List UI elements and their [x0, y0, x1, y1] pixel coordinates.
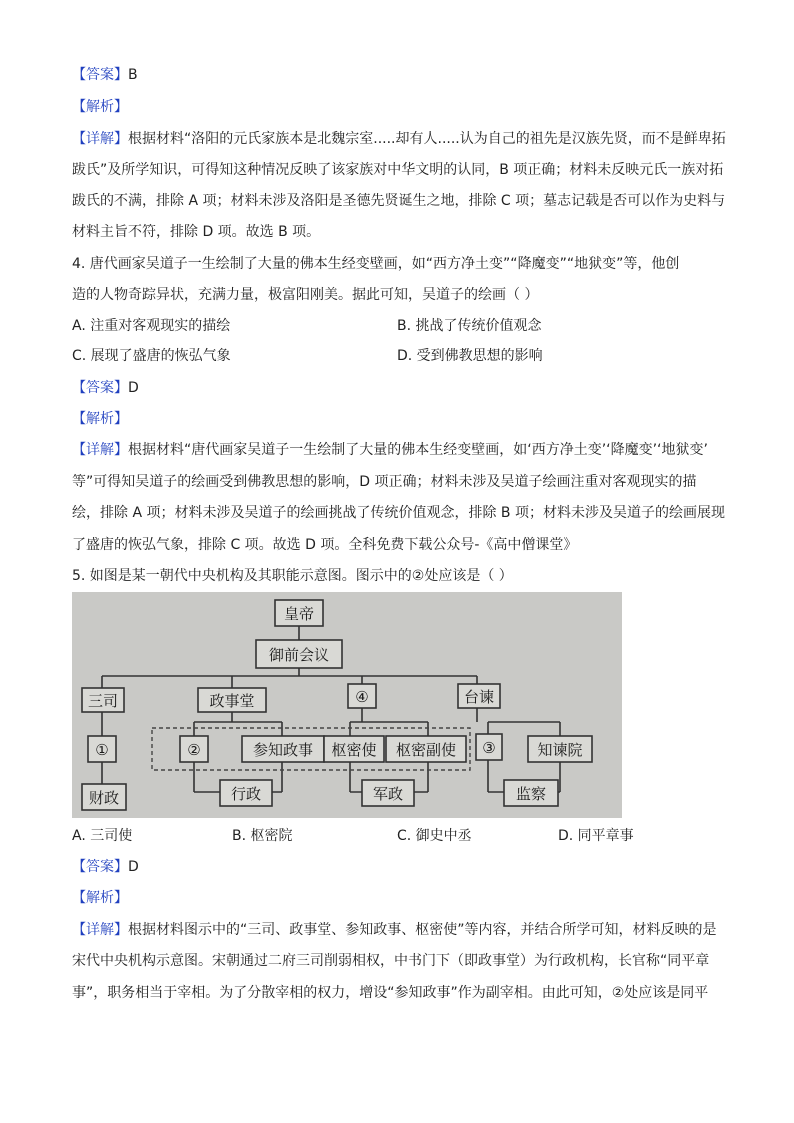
q4-answer	[72, 378, 139, 398]
q4-detail-line: 等”可得知吴道子的绘画受到佛教思想的影响，D 项正确；材料未涉及吴道子绘画注重对客观现实的描	[72, 474, 697, 490]
svg-text:参知政事: 参知政事	[252, 741, 314, 759]
detail-tag: 【详解】	[72, 442, 128, 458]
svg-text:皇帝: 皇帝	[283, 605, 315, 623]
box-sansi	[82, 688, 124, 712]
q5-answer	[72, 857, 139, 877]
q5-option-d: D. 同平章事	[558, 828, 634, 844]
box-imperial-council	[256, 640, 342, 668]
org-chart-photo	[72, 592, 622, 818]
answer-value: D	[128, 380, 139, 396]
box-caizheng	[82, 784, 126, 810]
q4-detail-line: 绘，排除 A 项；材料未涉及吴道子的绘画挑战了传统价值观念，排除 B 项；材料未涉及吴道子的绘画展现	[72, 505, 725, 521]
svg-text:监察: 监察	[515, 785, 547, 803]
q5-detail-line: 事”，职务相当于宰相。为了分散宰相的权力，增设“参知政事”作为副宰相。由此可知，②处应该是同平	[72, 985, 709, 1001]
q4-detail-line: 【详解】根据材料“唐代画家吴道子一生绘制了大量的佛本生经变壁画，如‘西方净土变’‘降魔变’‘地狱变’	[72, 442, 708, 458]
svg-text:财政: 财政	[88, 789, 120, 807]
q4-stem-line: 4. 唐代画家吴道子一生绘制了大量的佛本生经变壁画，如“西方净土变”“降魔变”“地狱变”等，他创	[72, 256, 680, 272]
answer-tag: 【答案】	[72, 859, 128, 875]
box-junzheng	[362, 780, 414, 806]
svg-text:御前会议: 御前会议	[268, 646, 330, 664]
q4-option-c: C. 展现了盛唐的恢弘气象	[72, 348, 231, 364]
box-circle-4	[348, 684, 376, 708]
box-zhengshitang	[198, 688, 266, 712]
q4-option-b: B. 挑战了传统价值观念	[397, 318, 542, 334]
box-jiancha	[504, 780, 558, 806]
q5-option-b: B. 枢密院	[232, 828, 293, 844]
answer-value: D	[128, 859, 139, 875]
q5-option-a: A. 三司使	[72, 828, 133, 844]
q5-detail-line: 宋代中央机构示意图。宋朝通过二府三司削弱相权，中书门下（即政事堂）为行政机构，长官称“同平章	[72, 953, 710, 969]
q5-analysis-tag: 【解析】	[72, 890, 128, 906]
svg-text:④: ④	[355, 688, 369, 706]
box-circle-2	[180, 736, 208, 762]
svg-text:行政: 行政	[230, 785, 262, 803]
q3-detail-line: 跋氏的不满，排除 A 项；材料未涉及洛阳是圣德先贤诞生之地，排除 C 项；墓志记载是否可以作为史料与	[72, 193, 726, 209]
q5-stem: 5. 如图是某一朝代中央机构及其职能示意图。图示中的②处应该是（ ）	[72, 568, 513, 584]
box-shumi-fushi	[386, 736, 466, 762]
box-emperor	[275, 600, 323, 626]
detail-tag: 【详解】	[72, 131, 128, 147]
svg-text:知谏院: 知谏院	[537, 741, 583, 759]
svg-text:政事堂: 政事堂	[209, 692, 255, 710]
q3-answer	[72, 65, 138, 85]
svg-text:三司: 三司	[87, 692, 119, 710]
q3-detail-line: 跋氏”及所学知识，可得知这种情况反映了该家族对中华文明的认同，B 项正确；材料未反映元氏一族对拓	[72, 162, 724, 178]
box-zhijianyuan	[528, 736, 592, 762]
q4-stem-line: 造的人物奇踪异状，充满力量，极富阳刚美。据此可知，吴道子的绘画（ ）	[72, 287, 539, 303]
q4-option-d: D. 受到佛教思想的影响	[397, 348, 543, 364]
q3-detail-line: 【详解】根据材料“洛阳的元氏家族本是北魏宗室.....却有人.....认为自己的祖先是汉族先贤，而不是鲜卑拓	[72, 131, 726, 147]
q4-analysis-tag: 【解析】	[72, 411, 128, 427]
answer-tag: 【答案】	[72, 67, 128, 83]
box-circle-1	[88, 736, 116, 762]
box-taijian	[458, 684, 500, 708]
svg-text:台谏: 台谏	[463, 688, 495, 706]
svg-text:②: ②	[187, 741, 201, 759]
q3-analysis-tag: 【解析】	[72, 99, 128, 115]
svg-text:枢密副使: 枢密副使	[395, 741, 457, 759]
q5-option-c: C. 御史中丞	[397, 828, 472, 844]
svg-text:军政: 军政	[372, 785, 404, 803]
q4-detail-line: 了盛唐的恢弘气象，排除 C 项。故选 D 项。全科免费下载公众号-《高中僧课堂》	[72, 537, 578, 553]
svg-text:枢密使: 枢密使	[331, 741, 377, 759]
q4-option-a: A. 注重对客观现实的描绘	[72, 318, 231, 334]
box-shumishi	[324, 736, 384, 762]
svg-text:③: ③	[482, 739, 496, 757]
box-canzhi-zhengshi	[242, 736, 324, 762]
answer-tag: 【答案】	[72, 380, 128, 396]
q3-detail-line: 材料主旨不符，排除 D 项。故选 B 项。	[72, 224, 321, 240]
box-xingzheng	[220, 780, 272, 806]
detail-tag: 【详解】	[72, 922, 128, 938]
box-circle-3	[476, 734, 502, 760]
svg-text:①: ①	[95, 741, 109, 759]
q5-detail-line: 【详解】根据材料图示中的“三司、政事堂、参知政事、枢密使”等内容，并结合所学可知，材料反映的是	[72, 922, 717, 938]
answer-value: B	[128, 67, 138, 83]
